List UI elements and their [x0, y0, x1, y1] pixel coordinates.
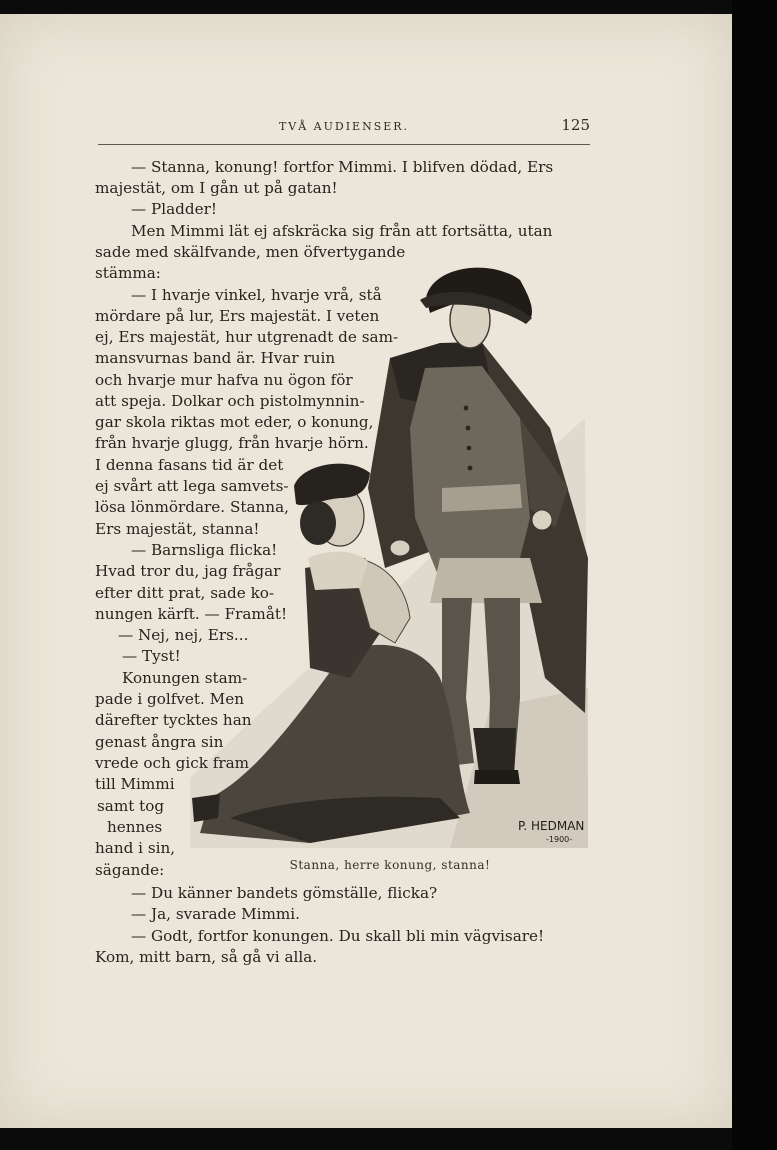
text-line: stämma:	[95, 264, 161, 282]
text-line: mördare på lur, Ers majestät. I veten	[95, 307, 380, 325]
text-line: pade i golfvet. Men	[95, 690, 244, 708]
text-line: — Godt, fortfor konungen. Du skall bli min vägvisare!	[131, 927, 545, 945]
text-line: och hvarje mur hafva nu ögon för	[95, 371, 353, 389]
text-line: — Du känner bandets gömställe, flicka?	[131, 884, 438, 902]
text-line: mansvurnas band är. Hvar ruin	[95, 349, 336, 367]
text-line: — Tyst!	[122, 647, 181, 665]
text-line: vrede och gick fram	[95, 754, 250, 772]
text-line: — I hvarje vinkel, hvarje vrå, stå	[131, 286, 382, 304]
text-line: att speja. Dolkar och pistolmynnin-	[95, 392, 365, 410]
text-line: lösa lönmördare. Stanna,	[95, 498, 289, 516]
text-line: från hvarje glugg, från hvarje hörn.	[95, 434, 369, 452]
text-line: Kom, mitt barn, så gå vi alla.	[95, 948, 318, 966]
text-line: ej, Ers majestät, hur utgrenadt de sam-	[95, 328, 399, 346]
artist-signature-year: -1900-	[546, 835, 573, 844]
text-line: sägande:	[95, 861, 165, 879]
scan-border	[732, 0, 777, 1150]
page-number: 125	[561, 116, 590, 134]
page-header	[98, 118, 590, 145]
text-line: Men Mimmi lät ej afskräcka sig från att fortsätta, utan	[131, 222, 553, 240]
text-line: Hvad tror du, jag frågar	[95, 562, 281, 580]
text-line: hennes	[107, 818, 163, 836]
artist-signature: P. HEDMAN	[518, 819, 585, 833]
text-line: efter ditt prat, sade ko-	[95, 584, 275, 602]
text-line: majestät, om I gån ut på gatan!	[95, 179, 338, 197]
text-line: samt tog	[97, 797, 165, 815]
text-line: — Nej, nej, Ers...	[118, 626, 249, 644]
text-line: Konungen stam-	[122, 669, 248, 687]
text-line: till Mimmi	[95, 775, 175, 793]
text-line: — Ja, svarade Mimmi.	[131, 905, 300, 923]
text-line: nungen kärft. — Framåt!	[95, 605, 288, 623]
text-line: I denna fasans tid är det	[95, 456, 284, 474]
text-line: därefter tycktes han	[95, 711, 252, 729]
running-head: TVÅ AUDIENSER.	[278, 120, 410, 133]
text-line: Ers majestät, stanna!	[95, 520, 260, 538]
illustration-caption: Stanna, herre konung, stanna!	[289, 858, 491, 872]
text-line: genast ångra sin	[95, 733, 224, 751]
text-line: — Barnsliga flicka!	[131, 541, 278, 559]
text-line: — Stanna, konung! fortfor Mimmi. I blifven dödad, Ers	[131, 158, 554, 176]
text-line: ej svårt att lega samvets-	[95, 477, 289, 495]
text-line: gar skola riktas mot eder, o konung,	[95, 413, 374, 431]
text-line: — Pladder!	[131, 200, 217, 218]
text-line: sade med skälfvande, men öfvertygande	[95, 243, 406, 261]
text-line: hand i sin,	[95, 839, 176, 857]
